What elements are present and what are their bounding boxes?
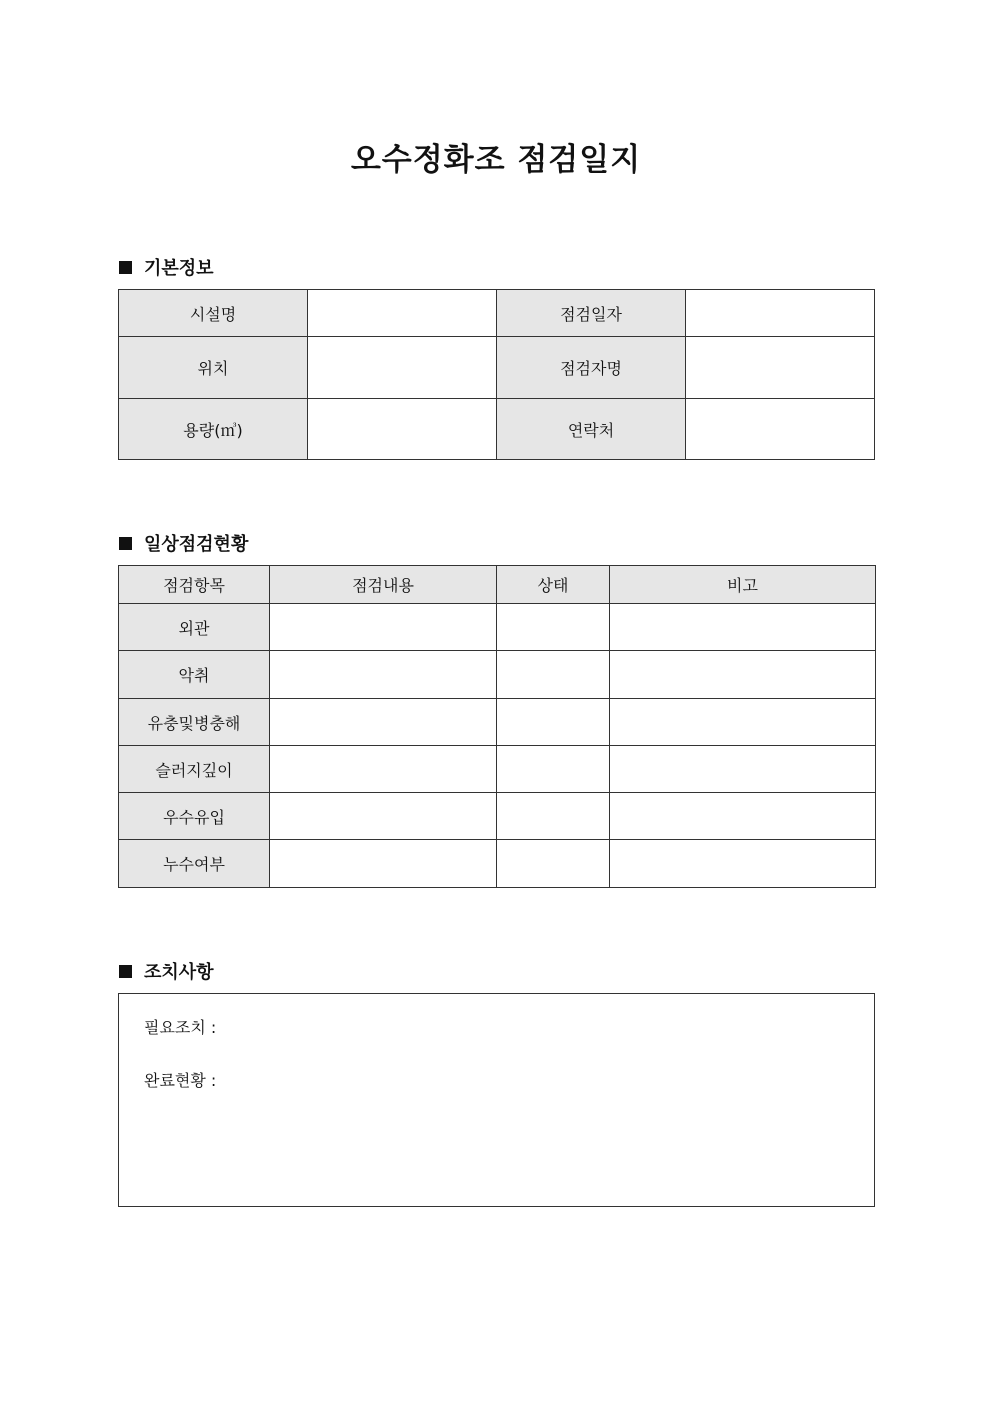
inspection-date-label: 점검일자 bbox=[497, 290, 686, 337]
location-label: 위치 bbox=[119, 337, 308, 399]
check-content-field[interactable] bbox=[270, 699, 497, 746]
column-header-item: 점검항목 bbox=[119, 566, 270, 604]
check-note-field[interactable] bbox=[610, 604, 876, 651]
required-action-label: 필요조치 : bbox=[144, 1018, 217, 1037]
check-status-field[interactable] bbox=[497, 604, 610, 651]
table-row bbox=[119, 840, 876, 888]
facility-name-field[interactable] bbox=[308, 290, 497, 337]
check-status-field[interactable] bbox=[497, 840, 610, 888]
check-note-field[interactable] bbox=[610, 746, 876, 793]
check-item-label: 누수여부 bbox=[119, 840, 270, 888]
table-row bbox=[119, 746, 876, 793]
check-item-label: 외관 bbox=[119, 604, 270, 651]
location-field[interactable] bbox=[308, 337, 497, 399]
section-title: 일상점검현황 bbox=[144, 534, 249, 555]
table-row bbox=[119, 399, 875, 460]
section-title: 조치사항 bbox=[144, 962, 214, 983]
square-bullet-icon bbox=[119, 537, 132, 550]
daily-check-table bbox=[118, 565, 876, 888]
column-header-note: 비고 bbox=[610, 566, 876, 604]
check-item-label: 유충및병충해 bbox=[119, 699, 270, 746]
contact-field[interactable] bbox=[686, 399, 875, 460]
facility-name-label: 시설명 bbox=[119, 290, 308, 337]
check-note-field[interactable] bbox=[610, 793, 876, 840]
section-heading-actions bbox=[119, 958, 214, 984]
inspector-name-field[interactable] bbox=[686, 337, 875, 399]
check-note-field[interactable] bbox=[610, 840, 876, 888]
section-heading-daily-check bbox=[119, 530, 248, 556]
inspector-name-label: 점검자명 bbox=[497, 337, 686, 399]
check-content-field[interactable] bbox=[270, 746, 497, 793]
capacity-label: 용량(㎥) bbox=[119, 399, 308, 460]
table-row bbox=[119, 604, 876, 651]
table-row bbox=[119, 793, 876, 840]
completion-status-label: 완료현황 : bbox=[144, 1071, 217, 1090]
section-title: 기본정보 bbox=[144, 258, 214, 279]
check-status-field[interactable] bbox=[497, 651, 610, 699]
check-note-field[interactable] bbox=[610, 699, 876, 746]
page-title: 오수정화조 점검일지 bbox=[350, 142, 642, 178]
check-note-field[interactable] bbox=[610, 651, 876, 699]
section-heading-basic-info bbox=[119, 254, 214, 280]
check-status-field[interactable] bbox=[497, 699, 610, 746]
check-content-field[interactable] bbox=[270, 840, 497, 888]
check-item-label: 슬러지깊이 bbox=[119, 746, 270, 793]
table-header-row bbox=[119, 566, 876, 604]
table-row bbox=[119, 699, 876, 746]
check-status-field[interactable] bbox=[497, 793, 610, 840]
actions-box[interactable] bbox=[118, 993, 875, 1207]
table-row bbox=[119, 651, 876, 699]
column-header-content: 점검내용 bbox=[270, 566, 497, 604]
contact-label: 연락처 bbox=[497, 399, 686, 460]
check-item-label: 우수유입 bbox=[119, 793, 270, 840]
table-row bbox=[119, 290, 875, 337]
square-bullet-icon bbox=[119, 965, 132, 978]
capacity-field[interactable] bbox=[308, 399, 497, 460]
table-row bbox=[119, 337, 875, 399]
check-status-field[interactable] bbox=[497, 746, 610, 793]
check-content-field[interactable] bbox=[270, 604, 497, 651]
check-item-label: 악취 bbox=[119, 651, 270, 699]
inspection-date-field[interactable] bbox=[686, 290, 875, 337]
basic-info-table bbox=[118, 289, 875, 460]
square-bullet-icon bbox=[119, 261, 132, 274]
check-content-field[interactable] bbox=[270, 651, 497, 699]
column-header-status: 상태 bbox=[497, 566, 610, 604]
check-content-field[interactable] bbox=[270, 793, 497, 840]
